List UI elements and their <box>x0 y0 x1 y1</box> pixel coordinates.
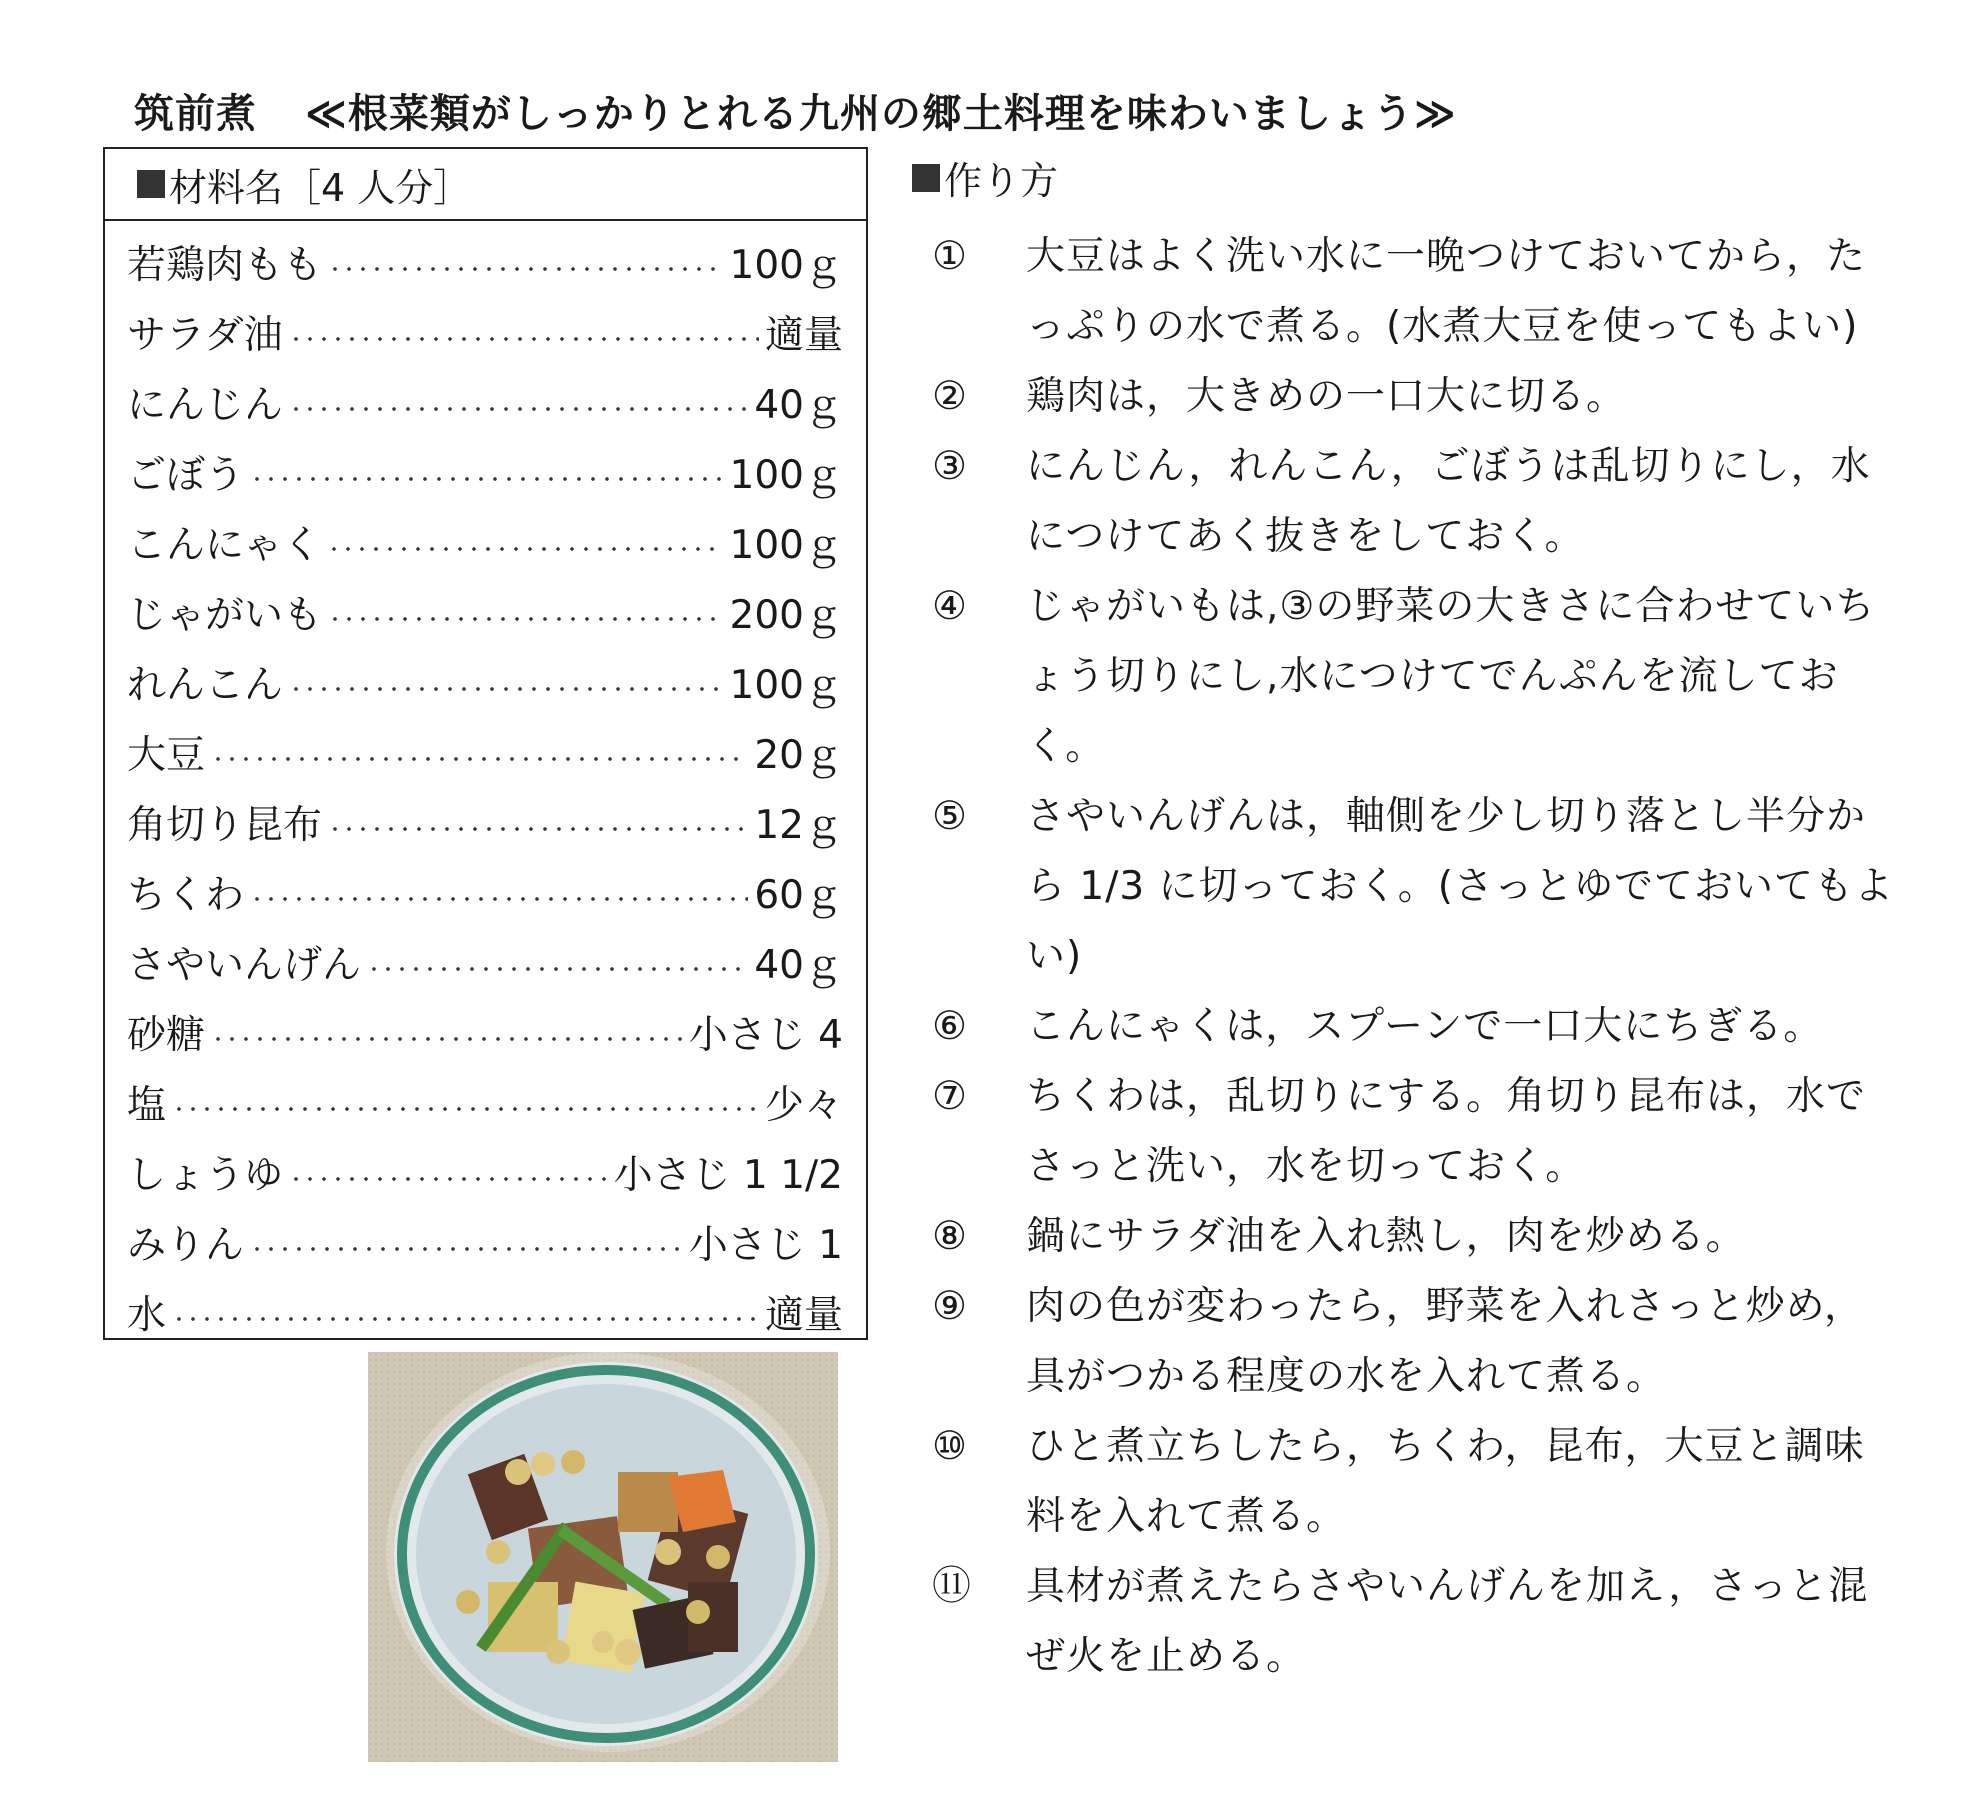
leader-dots <box>211 756 748 762</box>
method-step <box>920 222 1920 362</box>
step-number: ⑤ <box>932 794 967 839</box>
leader-dots <box>367 966 748 972</box>
leader-dots <box>327 546 723 552</box>
leader-dots <box>172 1106 759 1112</box>
leader-dots <box>328 616 724 622</box>
method-heading: 作り方 <box>944 159 1059 203</box>
square-bullet-icon <box>137 170 165 198</box>
ingredient-row <box>127 997 843 1067</box>
leader-dots <box>211 1036 683 1042</box>
step-text: にんじん，れんこん，ごぼうは乱切りにし，水につけてあく抜きをしておく。 <box>1026 444 1871 559</box>
leader-dots <box>172 1316 759 1322</box>
ingredient-name: みりん <box>127 1223 245 1268</box>
ingredient-name: 塩 <box>127 1083 167 1128</box>
leader-dots <box>328 826 748 832</box>
ingredient-row <box>127 647 843 717</box>
ingredient-amount: 200ｇ <box>729 593 843 638</box>
method-title <box>912 150 1058 205</box>
step-text: 鍋にサラダ油を入れ熱し，肉を炒める。 <box>1026 1214 1746 1259</box>
ingredient-name: ごぼう <box>127 453 245 498</box>
dish-name: 筑前煮 <box>134 91 257 137</box>
ingredient-amount: 適量 <box>764 313 843 358</box>
ingredient-row <box>127 857 843 927</box>
step-number: ⑦ <box>932 1074 967 1119</box>
leader-dots <box>289 686 724 692</box>
step-number: ⑨ <box>932 1284 967 1329</box>
ingredient-amount: 40ｇ <box>754 383 843 428</box>
ingredient-row <box>127 297 843 367</box>
ingredient-amount: 40ｇ <box>754 943 843 988</box>
ingredient-name: 若鶏肉もも <box>127 243 323 288</box>
ingredient-row <box>127 1277 843 1347</box>
method-step <box>920 1062 1920 1202</box>
square-bullet-icon <box>912 164 940 192</box>
step-text: 肉の色が変わったら，野菜を入れさっと炒め，具がつかる程度の水を入れて煮る。 <box>1026 1284 1865 1399</box>
ingredient-name: 水 <box>127 1293 167 1338</box>
ingredient-row <box>127 507 843 577</box>
method-step <box>920 1272 1920 1412</box>
ingredient-amount: 100ｇ <box>729 453 843 498</box>
ingredient-amount: 100ｇ <box>729 243 843 288</box>
method-step <box>920 432 1920 572</box>
step-text: 具材が煮えたらさやいんげんを加え，さっと混ぜ火を止める。 <box>1026 1564 1869 1679</box>
ingredient-amount: 小さじ 1 1/2 <box>613 1153 843 1198</box>
leader-dots <box>289 406 748 412</box>
ingredient-row <box>127 1137 843 1207</box>
chikuzenni-bowl-image <box>368 1352 838 1762</box>
dish-photo <box>368 1352 838 1762</box>
ingredient-amount: 100ｇ <box>729 663 843 708</box>
ingredient-name: 大豆 <box>127 733 206 778</box>
ingredient-amount: 小さじ 4 <box>688 1013 843 1058</box>
ingredient-amount: 60ｇ <box>754 873 843 918</box>
ingredient-row <box>127 577 843 647</box>
ingredient-amount: 適量 <box>764 1293 843 1338</box>
ingredient-amount: 100ｇ <box>729 523 843 568</box>
ingredient-name: サラダ油 <box>127 313 283 358</box>
method-step <box>920 1412 1920 1552</box>
ingredient-row <box>127 787 843 857</box>
leader-dots <box>289 336 759 342</box>
method-step <box>920 782 1920 992</box>
ingredient-amount: 20ｇ <box>754 733 843 778</box>
ingredient-amount: 小さじ 1 <box>688 1223 843 1268</box>
ingredient-name: 角切り昆布 <box>127 803 323 848</box>
method-steps <box>920 222 1920 1692</box>
ingredient-list <box>105 221 866 1347</box>
ingredient-amount: 少々 <box>764 1083 843 1128</box>
ingredients-box <box>103 147 868 1340</box>
recipe-title <box>134 82 1457 139</box>
method-step <box>920 992 1920 1062</box>
ingredient-name: こんにゃく <box>127 523 322 568</box>
step-text: さやいんげんは，軸側を少し切り落とし半分から 1/3 に切っておく。(さっとゆでておいてもよい) <box>1026 794 1894 979</box>
ingredient-name: じゃがいも <box>127 593 323 638</box>
leader-dots <box>289 1176 608 1182</box>
ingredient-name: れんこん <box>127 663 284 708</box>
ingredient-row <box>127 367 843 437</box>
ingredient-row <box>127 1207 843 1277</box>
leader-dots <box>250 476 724 482</box>
method-step <box>920 362 1920 432</box>
leader-dots <box>250 896 748 902</box>
step-number: ① <box>932 234 967 279</box>
step-number: ⑩ <box>932 1424 967 1469</box>
ingredient-row <box>127 227 843 297</box>
ingredient-amount: 12ｇ <box>754 803 843 848</box>
leader-dots <box>250 1246 683 1252</box>
ingredient-row <box>127 927 843 997</box>
step-number: ④ <box>932 584 967 629</box>
step-text: ちくわは，乱切りにする。角切り昆布は，水でさっと洗い，水を切っておく。 <box>1026 1074 1867 1189</box>
ingredient-row <box>127 717 843 787</box>
ingredient-row <box>127 1067 843 1137</box>
leader-dots <box>328 266 724 272</box>
step-text: 大豆はよく洗い水に一晩つけておいてから，たっぷりの水で煮る。(水煮大豆を使ってもよい) <box>1026 234 1867 349</box>
ingredient-row <box>127 437 843 507</box>
step-number: ② <box>932 374 967 419</box>
step-number: ⑪ <box>932 1564 972 1609</box>
ingredients-heading: 材料名［4 人分］ <box>169 165 472 210</box>
method-step <box>920 572 1920 782</box>
step-text: ひと煮立ちしたら，ちくわ，昆布，大豆と調味料を入れて煮る。 <box>1026 1424 1865 1539</box>
ingredient-name: にんじん <box>127 383 284 428</box>
step-number: ⑧ <box>932 1214 967 1259</box>
ingredient-name: さやいんげん <box>127 943 362 988</box>
step-number: ③ <box>932 444 967 489</box>
method-step <box>920 1202 1920 1272</box>
step-text: こんにゃくは，スプーンで一口大にちぎる。 <box>1026 1004 1824 1049</box>
step-text: 鶏肉は，大きめの一口大に切る。 <box>1026 374 1627 419</box>
method-step <box>920 1552 1920 1692</box>
ingredient-name: しょうゆ <box>127 1153 284 1198</box>
ingredient-name: ちくわ <box>127 873 245 918</box>
recipe-subtitle: ≪根菜類がしっかりとれる九州の郷土料理を味わいましょう≫ <box>305 91 1457 137</box>
step-text: じゃがいもは,③の野菜の大きさに合わせていちょう切りにし,水につけてでんぷんを流しておく。 <box>1026 584 1876 769</box>
step-number: ⑥ <box>932 1004 967 1049</box>
ingredients-header <box>105 149 866 221</box>
ingredient-name: 砂糖 <box>127 1013 206 1058</box>
